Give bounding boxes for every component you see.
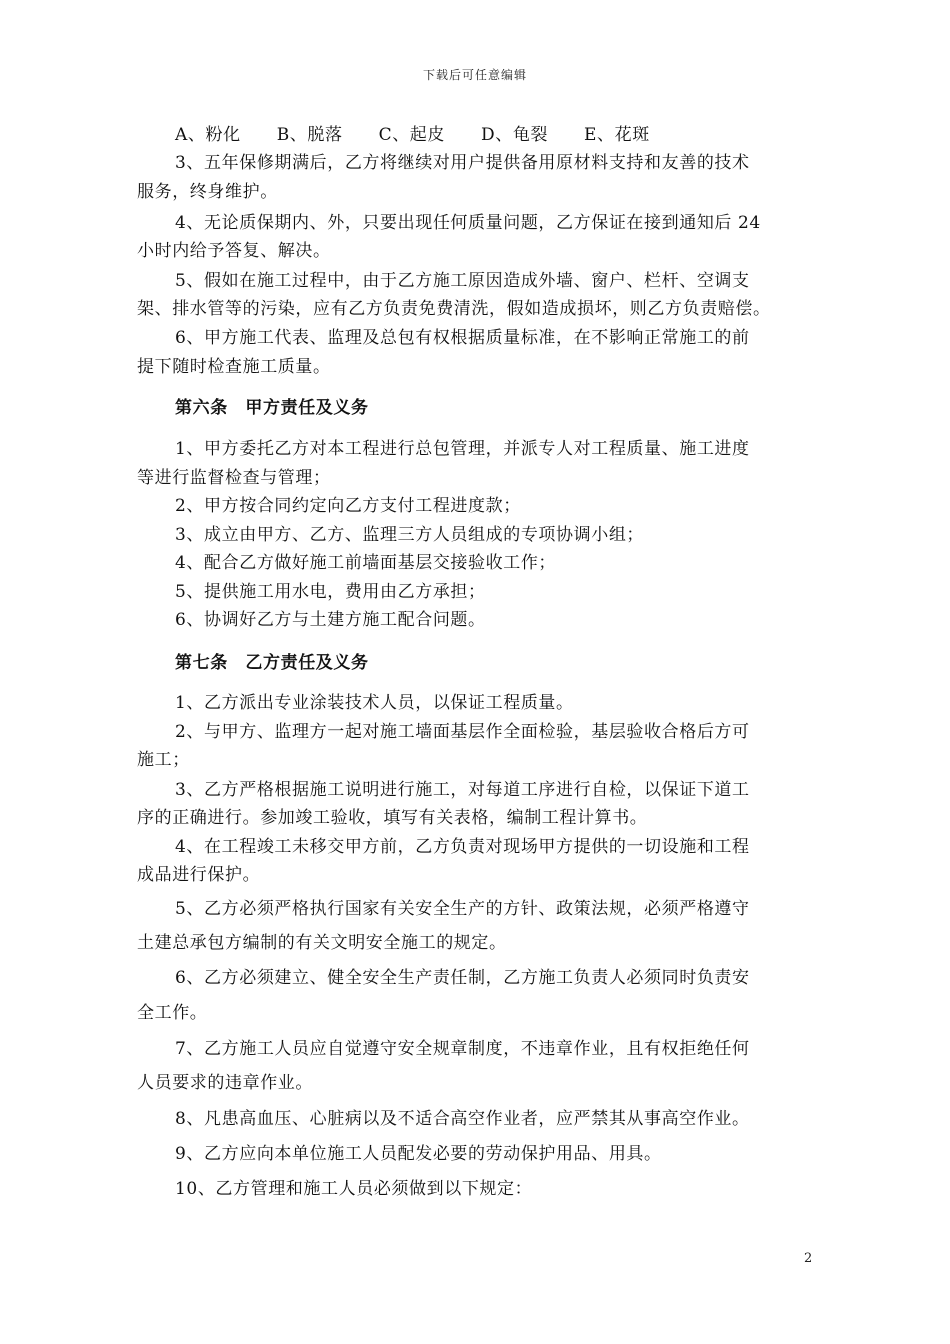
paragraph-line: 成品进行保护。 [137,865,261,885]
paragraph-line: 土建总承包方编制的有关文明安全施工的规定。 [137,933,507,953]
paragraph-line: 序的正确进行。参加竣工验收，填写有关表格，编制工程计算书。 [137,808,648,828]
paragraph-line: 架、排水管等的污染，应有乙方负责免费清洗，假如造成损坏，则乙方负责赔偿。 [137,299,771,319]
paragraph-line: 6、乙方必须建立、健全安全生产责任制，乙方施工负责人必须同时负责安 [175,968,750,988]
paragraph-line: 等进行监督检查与管理； [137,468,331,488]
paragraph-line: 3、成立由甲方、乙方、监理三方人员组成的专项协调小组； [175,525,645,545]
paragraph-line: 3、五年保修期满后，乙方将继续对用户提供备用原材料支持和友善的技术 [175,153,750,173]
choice-e: E、花斑 [584,125,650,145]
paragraph-line: 6、协调好乙方与土建方施工配合问题。 [175,610,486,630]
paragraph-line: 2、甲方按合同约定向乙方支付工程进度款； [175,496,521,516]
choice-d: D、龟裂 [481,125,549,145]
paragraph-line: 9、乙方应向本单位施工人员配发必要的劳动保护用品、用具。 [175,1144,662,1164]
paragraph-line: 小时内给予答复、解决。 [137,241,331,261]
paragraph-line: 4、配合乙方做好施工前墙面基层交接验收工作； [175,553,557,573]
paragraph-line: 1、甲方委托乙方对本工程进行总包管理，并派专人对工程质量、施工进度 [175,439,750,459]
choice-list [137,124,865,146]
page-number: 2 [804,1251,813,1266]
paragraph-line: 8、凡患高血压、心脏病以及不适合高空作业者，应严禁其从事高空作业。 [175,1109,750,1129]
section-heading-7: 第七条 乙方责任及义务 [175,653,369,673]
section-heading-6: 第六条 甲方责任及义务 [175,398,369,418]
paragraph-line: 服务，终身维护。 [137,182,278,202]
paragraph-line: 4、无论质保期内、外，只要出现任何质量问题，乙方保证在接到通知后 24 [175,213,761,233]
choice-c: C、起皮 [378,125,446,145]
paragraph-line: 5、乙方必须严格执行国家有关安全生产的方针、政策法规，必须严格遵守 [175,899,750,919]
paragraph-line: 3、乙方严格根据施工说明进行施工，对每道工序进行自检，以保证下道工 [175,780,750,800]
paragraph-line: 2、与甲方、监理方一起对施工墙面基层作全面检验，基层验收合格后方可 [175,722,750,742]
paragraph-line: 施工； [137,750,190,770]
paragraph-line: 10、乙方管理和施工人员必须做到以下规定： [175,1179,533,1199]
choice-a: A、粉化 [175,125,241,145]
paragraph-line: 5、假如在施工过程中，由于乙方施工原因造成外墙、窗户、栏杆、空调支 [175,271,750,291]
page-header: 下载后可任意编辑 [422,68,527,82]
paragraph-line: 6、甲方施工代表、监理及总包有权根据质量标准，在不影响正常施工的前 [175,328,750,348]
paragraph-line: 4、在工程竣工未移交甲方前，乙方负责对现场甲方提供的一切设施和工程 [175,837,750,857]
choice-b: B、脱落 [276,125,343,145]
paragraph-line: 7、乙方施工人员应自觉遵守安全规章制度，不违章作业，且有权拒绝任何 [175,1039,750,1059]
paragraph-line: 人员要求的违章作业。 [137,1073,313,1093]
paragraph-line: 提下随时检查施工质量。 [137,357,331,377]
paragraph-line: 全工作。 [137,1003,208,1023]
paragraph-line: 5、提供施工用水电，费用由乙方承担； [175,582,486,602]
paragraph-line: 1、乙方派出专业涂装技术人员，以保证工程质量。 [175,693,574,713]
